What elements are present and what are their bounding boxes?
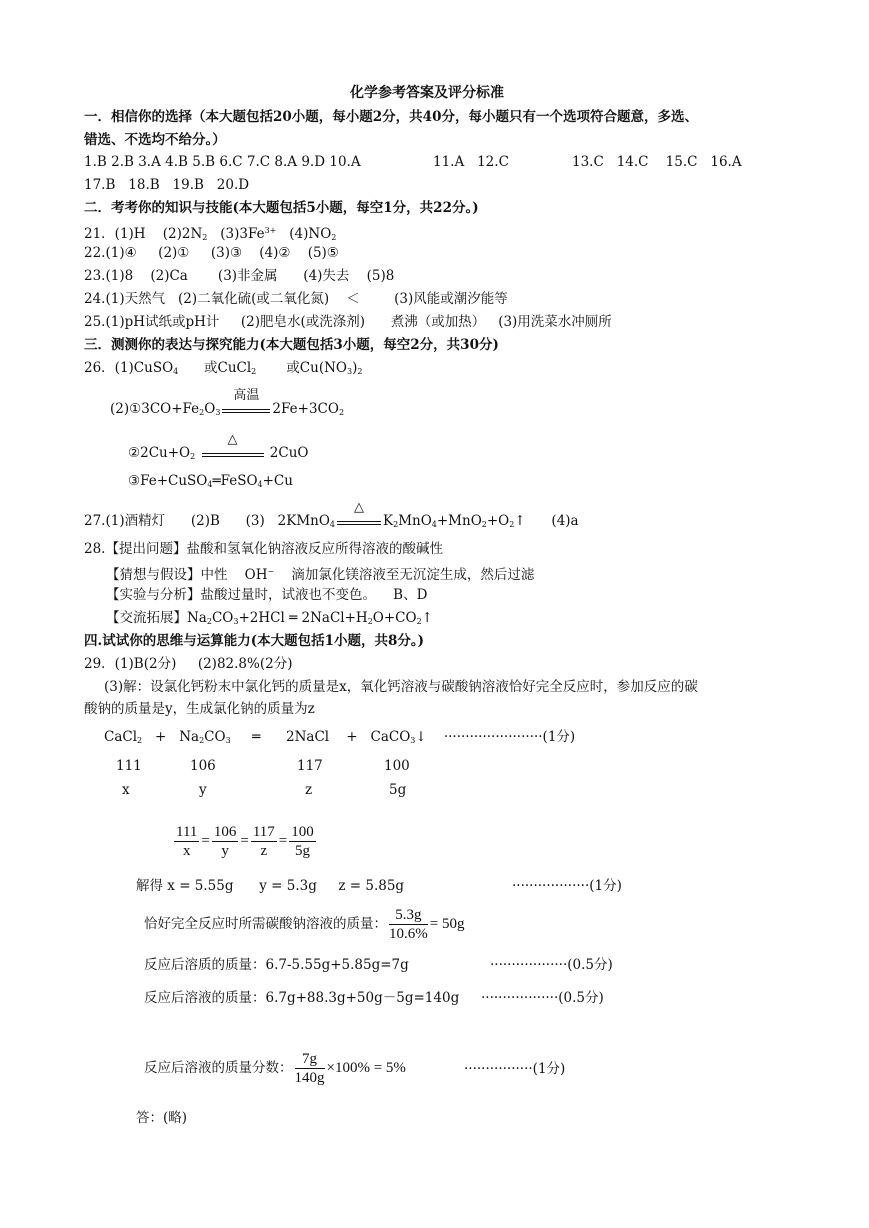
question-27 xyxy=(84,499,579,534)
q28-sub1: 2 xyxy=(206,617,212,626)
q27-mno: MnO xyxy=(398,513,432,529)
q28-ext-c: +2HCl ═ 2NaCl+H xyxy=(238,610,368,626)
q26-4-lhs: ③Fe+CuSO xyxy=(128,473,208,489)
q21-sub2: 2 xyxy=(331,233,337,242)
q26-3-rhs: 2CuO xyxy=(269,445,309,461)
denominator: z xyxy=(260,843,268,859)
eq-plus: + xyxy=(346,729,358,745)
q25-part1: 25.(1)pH试纸或pH计 xyxy=(84,314,220,330)
q26-2-lhs: (2)①3CO+Fe xyxy=(110,401,200,417)
condition-heat xyxy=(200,431,266,463)
answer-19: 19.B xyxy=(172,177,204,193)
denominator: 5g xyxy=(295,843,310,859)
q25-part2: (2)肥皂水(或洗涤剂) xyxy=(240,314,366,330)
numerator: 5.3g xyxy=(389,906,428,925)
q26-2-o: O xyxy=(204,401,216,417)
eq-plus: + xyxy=(155,729,167,745)
condition-high-temp xyxy=(220,387,272,419)
q27-part3: (3) xyxy=(245,513,265,529)
answer-14: 14.C xyxy=(616,154,649,170)
q29-part2: (2)82.8%(2分) xyxy=(197,656,293,672)
q27-k: K xyxy=(383,513,394,529)
eq-na: Na xyxy=(179,729,200,745)
question-29-3-line2: 酸钠的质量是y，生成氯化钠的质量为z xyxy=(84,701,315,717)
mass-fraction-score xyxy=(464,1060,565,1078)
q27-sub3: 4 xyxy=(431,520,437,529)
answer-4: 4.B xyxy=(165,154,188,170)
question-29-3-line1: (3)解：设氯化钙粉末中氯化钙的质量是x，氧化钙溶液与碳酸钠溶液恰好完全反应时，参加反应的碳 xyxy=(104,679,698,695)
q27-sub5: 2 xyxy=(509,520,515,529)
score: (1分) xyxy=(542,729,576,745)
q22-part5: (5)⑤ xyxy=(307,245,339,261)
molar-mass-117: 117 xyxy=(297,758,323,774)
answer-10: 10.A xyxy=(329,154,361,170)
q26-cuso: 26．(1)CuSO xyxy=(84,360,174,376)
q25-part4: (3)用洗菜水冲厕所 xyxy=(498,314,612,330)
eq-sub2: 2 xyxy=(199,736,205,745)
q28-hypothesis: 【猜想与假设】中性 xyxy=(106,567,228,583)
q26-2-sub3: 2 xyxy=(338,408,345,417)
denominator: y xyxy=(221,843,229,859)
solve-score xyxy=(512,877,622,895)
mass-fraction-label: 反应后溶液的质量分数： xyxy=(144,1060,293,1076)
q26-cuno: 或Cu(NO xyxy=(286,360,347,376)
unknown-z: z xyxy=(305,782,313,798)
q27-o2: +O xyxy=(486,513,510,529)
mass-5g: 5g xyxy=(389,782,407,798)
section3-heading: 三．测测你的表达与探究能力(本大题包括3小题，每空2分，共30分) xyxy=(84,337,499,353)
q25-part3: 煮沸（或加热） xyxy=(390,314,486,330)
answer-13: 13.C xyxy=(572,154,604,170)
q21-part1: 21．(1)H xyxy=(84,226,146,242)
na2co3-label: 恰好完全反应时所需碳酸钠溶液的质量： xyxy=(144,916,387,932)
reaction-equation xyxy=(104,728,575,750)
question-24 xyxy=(84,290,508,308)
numerator: 111 xyxy=(176,824,198,840)
molar-mass-106: 106 xyxy=(190,758,216,774)
solve-y: y = 5.3g xyxy=(259,878,317,894)
answer-17: 17.B xyxy=(84,177,116,193)
answer-2: 2.B xyxy=(111,154,134,170)
q26-sub3: 3 xyxy=(346,367,353,376)
q29-part1: 29．(1)B(2分) xyxy=(84,656,177,672)
unknown-y: y xyxy=(199,782,207,798)
solution-score xyxy=(481,989,604,1007)
fraction-100-5g xyxy=(289,823,316,860)
q23-part4: (4)失去 xyxy=(303,268,350,284)
equals-bar xyxy=(222,409,270,413)
answer-5: 5.B xyxy=(192,154,216,170)
final-answer: 答：(略) xyxy=(136,1110,188,1126)
numerator: 106 xyxy=(213,824,237,840)
q22-part1: 22.(1)④ xyxy=(84,245,137,261)
equals-bar xyxy=(337,521,381,525)
q27-sub2: 2 xyxy=(393,520,399,529)
solute-mass: 反应后溶质的质量：6.7-5.55g+5.85g=7g xyxy=(144,957,409,973)
eq-sub4: 3 xyxy=(410,736,416,745)
mass-fraction xyxy=(144,1050,406,1087)
q26-sub1: 4 xyxy=(173,367,179,376)
q24-part3: ＜ xyxy=(346,291,360,307)
solve-x: 解得 x = 5.55g xyxy=(136,878,234,894)
eq-sub1: 2 xyxy=(137,736,143,745)
q21-sub: 2 xyxy=(202,233,208,242)
q28-ext-a: 【交流拓展】Na xyxy=(106,610,207,626)
score: (0.5分) xyxy=(558,990,604,1006)
answer-8: 8.A xyxy=(274,154,298,170)
q27-kmno4: 2KMnO xyxy=(277,513,330,529)
leader-dots: ·················· xyxy=(490,957,568,973)
answer-9: 9.D xyxy=(301,154,326,170)
section2-heading: 二．考考你的知识与技能(本大题包括5小题，每空1分，共22分。) xyxy=(84,200,479,216)
section1-answers-11-12 xyxy=(433,153,509,171)
fraction-7g-140g xyxy=(295,1050,325,1087)
q28-oh: OH xyxy=(244,567,268,583)
na2co3-result: = 50g xyxy=(429,916,465,932)
q23-part5: (5)8 xyxy=(366,268,395,284)
q28-charge: − xyxy=(267,567,275,576)
answer-11: 11.A xyxy=(433,154,465,170)
q28-method: 滴加氯化镁溶液至无沉淀生成，然后过滤 xyxy=(291,567,535,583)
q27-sub1: 4 xyxy=(329,520,335,529)
ratio-equation: $\frac{111}{x}$ = $\frac{106}{y}$ = $\frac{117}{z}$ = $\frac{100}{5g}$ xyxy=(176,824,314,859)
question-26-4-equation xyxy=(128,472,293,494)
q26-3-lhs: ②2Cu+O xyxy=(128,445,191,461)
answer-1: 1.B xyxy=(84,154,107,170)
section1-heading-line2: 错选、不选均不给分。） xyxy=(84,132,226,148)
q26-paren: ) xyxy=(352,360,358,376)
q26-2-sub2: 3 xyxy=(215,408,221,417)
section4-heading: 四.试试你的思维与运算能力(本大题包括1小题，共8分。) xyxy=(84,633,425,649)
mass-fraction-result: ×100% = 5% xyxy=(326,1060,406,1076)
answer-18: 18.B xyxy=(128,177,160,193)
q26-4-sub2: 4 xyxy=(257,480,263,489)
answer-20: 20.D xyxy=(216,177,250,193)
q21-part3: (3)3Fe xyxy=(220,226,265,242)
page-title: 化学参考答案及评分标准 xyxy=(350,85,504,101)
q27-part2: (2)B xyxy=(190,513,220,529)
q23-part2: (2)Ca xyxy=(150,268,188,284)
question-23 xyxy=(84,267,394,285)
denominator: x xyxy=(182,843,191,859)
gas-arrow-icon: ↑ xyxy=(421,610,433,626)
q26-sub2: 2 xyxy=(251,367,257,376)
q21-part2: (2)2N xyxy=(162,226,203,242)
q24-part2: (2)二氧化硫(或二氧化氮) xyxy=(177,291,330,307)
condition-label: 高温 xyxy=(233,387,260,403)
q26-4-rhs: +Cu xyxy=(262,473,293,489)
numerator: 7g xyxy=(295,1050,325,1069)
eq-cacl: CaCl xyxy=(104,729,138,745)
eq-co: CO xyxy=(204,729,226,745)
question-28-line2 xyxy=(106,563,534,584)
fraction-106-y xyxy=(212,823,239,860)
solve-z: z = 5.85g xyxy=(338,878,405,894)
question-28-line3 xyxy=(106,586,427,604)
q21-sup: 3+ xyxy=(264,226,277,235)
numerator: 100 xyxy=(291,824,314,840)
q27-part1: 27.(1)酒精灯 xyxy=(84,513,166,529)
answer-7: 7.C xyxy=(246,154,271,170)
gas-arrow-icon: ↑ xyxy=(514,513,526,529)
answer-12: 12.C xyxy=(477,154,509,170)
question-25 xyxy=(84,313,612,331)
q24-part4: (3)风能或潮汐能等 xyxy=(394,291,508,307)
q22-part2: (2)① xyxy=(158,245,190,261)
condition-label: △ xyxy=(354,499,364,515)
equals-bar xyxy=(202,453,264,457)
question-28-line1: 28.【提出问题】盐酸和氢氧化钠溶液反应所得溶液的酸碱性 xyxy=(84,541,443,557)
score: (0.5分) xyxy=(567,957,613,973)
solution-mass: 反应后溶液的质量：6.7g+88.3g+50g－5g=140g xyxy=(144,990,460,1006)
q27-mno2: +MnO xyxy=(436,513,482,529)
answer-15: 15.C xyxy=(665,154,698,170)
q28-ext-b: CO xyxy=(211,610,234,626)
question-28-line4 xyxy=(106,609,433,631)
solute-score xyxy=(490,956,613,974)
condition-label: △ xyxy=(227,431,238,447)
fraction-5.3g-10.6 xyxy=(389,906,428,943)
precipitate-arrow-icon: ↓ xyxy=(415,729,427,745)
leader-dots: ······················· xyxy=(443,729,543,745)
eq-caco: CaCO xyxy=(370,729,411,745)
molar-mass-100: 100 xyxy=(384,758,410,774)
leader-dots: ················ xyxy=(464,1061,533,1077)
answer-16: 16.A xyxy=(710,154,742,170)
leader-dots: ·················· xyxy=(512,878,590,894)
q28-options: B、D xyxy=(393,587,428,603)
q28-sub4: 2 xyxy=(416,617,422,626)
section1-answers-row2 xyxy=(84,176,249,194)
q22-part4: (4)② xyxy=(259,245,291,261)
section1-answers-row1 xyxy=(84,153,361,171)
denominator: 140g xyxy=(294,1070,325,1086)
score: (1分) xyxy=(532,1061,566,1077)
section1-answers-13-16 xyxy=(572,153,742,171)
q28-sub3: 2 xyxy=(367,617,373,626)
answer-6: 6.C xyxy=(219,154,243,170)
answer-3: 3.A xyxy=(138,154,161,170)
question-26-3-equation xyxy=(128,431,309,466)
q23-part1: 23.(1)8 xyxy=(84,268,134,284)
fraction-111-x xyxy=(174,823,199,860)
q23-part3: (3)非金属 xyxy=(217,268,278,284)
score: (1分) xyxy=(589,878,622,894)
solve-line xyxy=(136,877,404,895)
q26-4-sub1: 4 xyxy=(207,480,213,489)
q26-4-mid: ═FeSO xyxy=(212,473,258,489)
na2co3-solution-mass xyxy=(144,906,464,943)
q27-part4: (4)a xyxy=(551,513,579,529)
eq-nacl: 2NaCl xyxy=(286,729,330,745)
q21-part4: (4)NO xyxy=(289,226,332,242)
denominator: 10.6% xyxy=(389,926,428,942)
q26-2-rhs: 2Fe+3CO xyxy=(272,401,339,417)
q22-part3: (3)③ xyxy=(210,245,243,261)
q26-sub4: 2 xyxy=(357,367,363,376)
molar-mass-111: 111 xyxy=(116,758,142,774)
eq-sub3: 3 xyxy=(225,736,231,745)
section1-heading-line1: 一．相信你的选择（本大题包括20小题，每小题2分，共40分，每小题只有一个选项符合题意，多选、 xyxy=(84,109,698,125)
unknown-x: x xyxy=(122,782,130,798)
eq-equals: ═ xyxy=(252,729,261,745)
numerator: 117 xyxy=(252,824,275,840)
q26-2-sub1: 2 xyxy=(199,408,205,417)
question-26-2-equation xyxy=(110,387,345,422)
q28-analysis: 【实验与分析】盐酸过量时，试液也不变色。 xyxy=(106,587,376,603)
q26-cucl: 或CuCl xyxy=(204,360,252,376)
q28-sub2: 3 xyxy=(233,617,239,626)
leader-dots: ·················· xyxy=(481,990,559,1006)
condition-heat xyxy=(335,499,383,531)
q27-sub4: 2 xyxy=(481,520,487,529)
q26-3-sub1: 2 xyxy=(190,452,196,461)
question-22 xyxy=(84,244,339,262)
q28-ext-d: O+CO xyxy=(372,610,417,626)
fraction-117-z xyxy=(251,823,277,860)
question-29-1 xyxy=(84,655,292,673)
question-26-1 xyxy=(84,359,362,381)
q24-part1: 24.(1)天然气 xyxy=(84,291,166,307)
